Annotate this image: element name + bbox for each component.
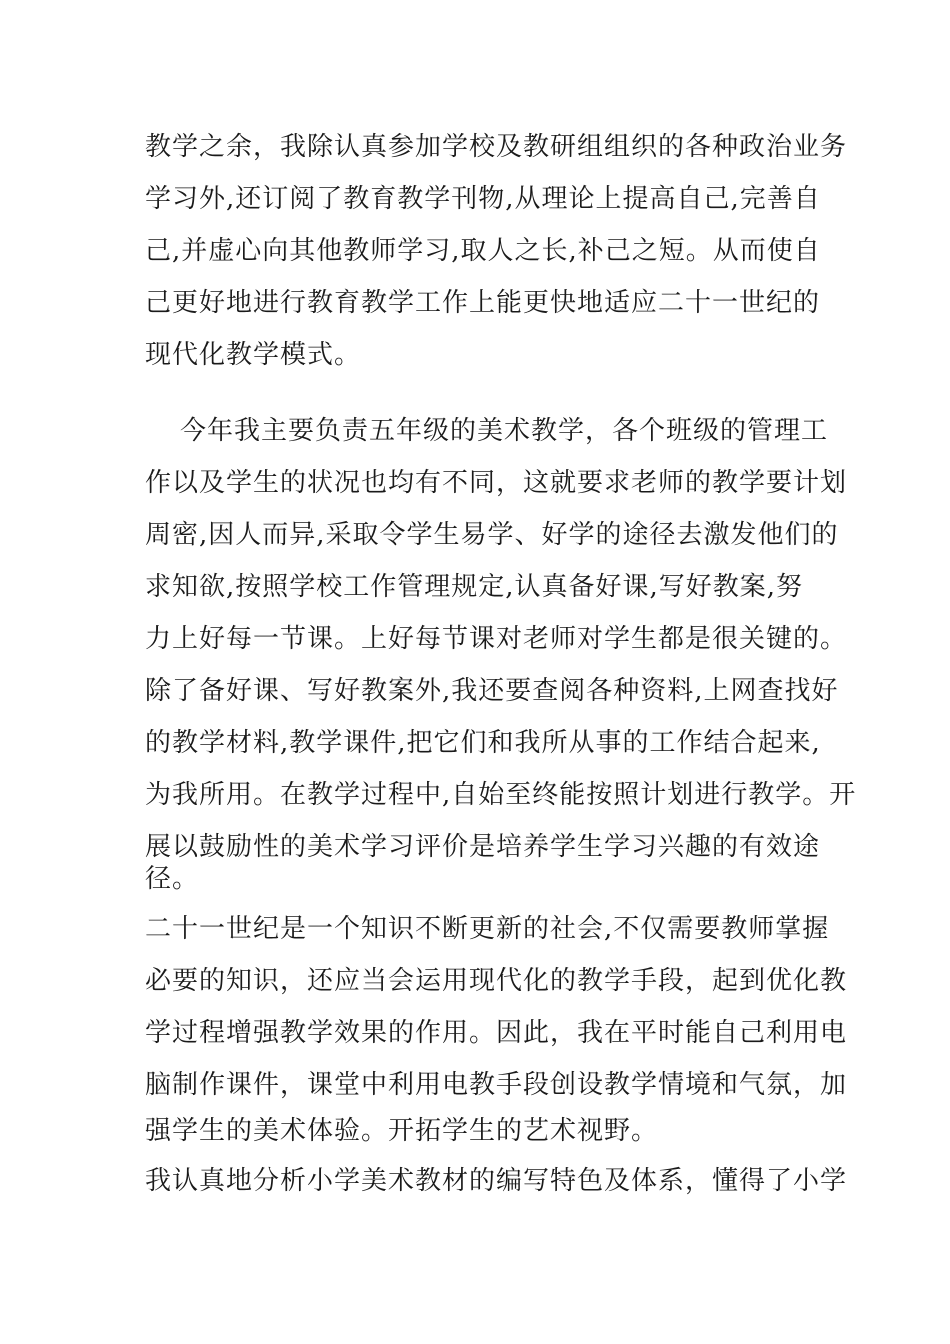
paragraph-3-line-5: 强学生的美术体验。开拓学生的艺术视野。: [145, 1116, 659, 1146]
paragraph-3-line-3: 学过程增强教学效果的作用。因此，我在平时能自己利用电: [145, 1018, 848, 1048]
paragraph-3-line-4: 脑制作课件，课堂中利用电教手段创设教学情境和气氛，加: [145, 1070, 848, 1100]
paragraph-3-line-2: 必要的知识，还应当会运用现代化的教学手段，起到优化教: [145, 966, 848, 996]
paragraph-2-line-10: 径。: [145, 864, 200, 894]
paragraph-4-line-1: 我认真地分析小学美术教材的编写特色及体系，懂得了小学: [145, 1166, 848, 1196]
paragraph-1-line-3: 己,并虚心向其他教师学习,取人之长,补己之短。从而使自: [145, 236, 821, 266]
paragraph-1-line-4: 己更好地进行教育教学工作上能更快地适应二十一世纪的: [145, 288, 821, 318]
paragraph-2-line-7: 的教学材料,教学课件,把它们和我所从事的工作结合起来,: [145, 728, 821, 758]
paragraph-2-line-4: 求知欲,按照学校工作管理规定,认真备好课,写好教案,努: [145, 572, 804, 602]
paragraph-1-line-1: 教学之余，我除认真参加学校及教研组组织的各种政治业务: [145, 132, 848, 162]
paragraph-2-line-8: 为我所用。在教学过程中,自始至终能按照计划进行教学。开: [145, 780, 857, 810]
paragraph-2-line-6: 除了备好课、写好教案外,我还要查阅各种资料,上网查找好: [145, 676, 839, 706]
paragraph-2-line-2: 作以及学生的状况也均有不同，这就要求老师的教学要计划: [145, 468, 848, 498]
paragraph-2-line-5: 力上好每一节课。上好每节课对老师对学生都是很关键的。: [145, 624, 848, 654]
paragraph-3-line-1: 二十一世纪是一个知识不断更新的社会,不仅需要教师掌握: [145, 914, 830, 944]
paragraph-2-line-9: 展以鼓励性的美术学习评价是培养学生学习兴趣的有效途: [145, 832, 821, 862]
paragraph-1-line-5: 现代化教学模式。: [145, 340, 362, 370]
paragraph-1-line-2: 学习外,还订阅了教育教学刊物,从理论上提高自己,完善自: [145, 184, 821, 214]
paragraph-2-line-3: 周密,因人而异,采取令学生易学、好学的途径去激发他们的: [145, 520, 839, 550]
paragraph-2-line-1: 今年我主要负责五年级的美术教学，各个班级的管理工: [180, 416, 829, 446]
